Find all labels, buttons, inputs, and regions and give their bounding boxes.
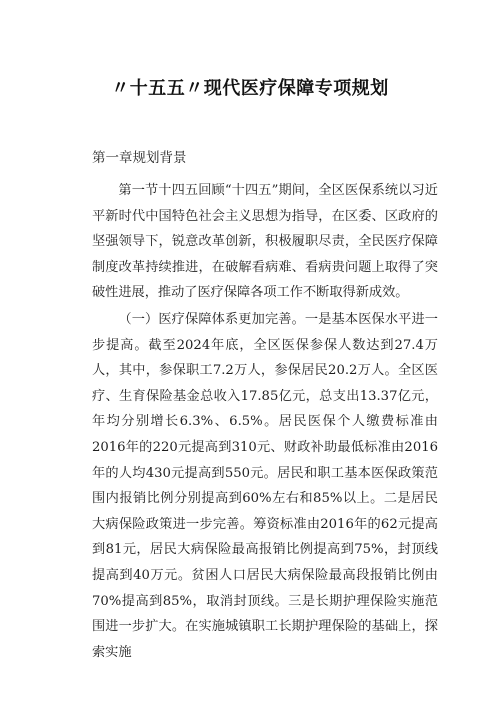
document-title: 〃十五五〃现代医疗保障专项规划	[111, 78, 389, 99]
chapter-heading: 第一章规划背景	[92, 150, 187, 166]
paragraph-section-review: 第一节十四五回顾“十四五”期间，全区医保系统以习近平新时代中国特色社会主义思想为指导，在区委、区政府的坚强领导下，锐意改革创新，积极履职尽责，全民医疗保障制度改革持续推进，在破解看病难、看病贵问题上取得了突破性进展，推动了医疗保障各项工作不断取得新成效。	[92, 183, 438, 301]
paragraph-insurance-system: （一）医疗保障体系更加完善。一是基本医保水平进一步提高。截至2024年底，全区医保参保人数达到27.4万人，其中，参保职工7.2万人，参保居民20.2万人。全区医疗、生育保险基金总收入17.85亿元，总支出13.37亿元，年均分别增长6.3%、6.5%。居民医保个人缴费标准由2016年的220元提高到310元、财政补助最低标准由2016年的人均430元提高到550元。居民和职工基本医保政策范围内报销比例分别提高到60%左右和85%以上。二是居民大病保险政策进一步完善。筹资标准由2016年的62元提高到81元，居民大病保险最高报销比例提高到75%，封顶线提高到40万元。贫困人口居民大病保险最高段报销比例由70%提高到85%，取消封顶线。三是长期护理保险实施范围进一步扩大。在实施城镇职工长期护理保险的基础上，探索实施	[92, 312, 438, 660]
